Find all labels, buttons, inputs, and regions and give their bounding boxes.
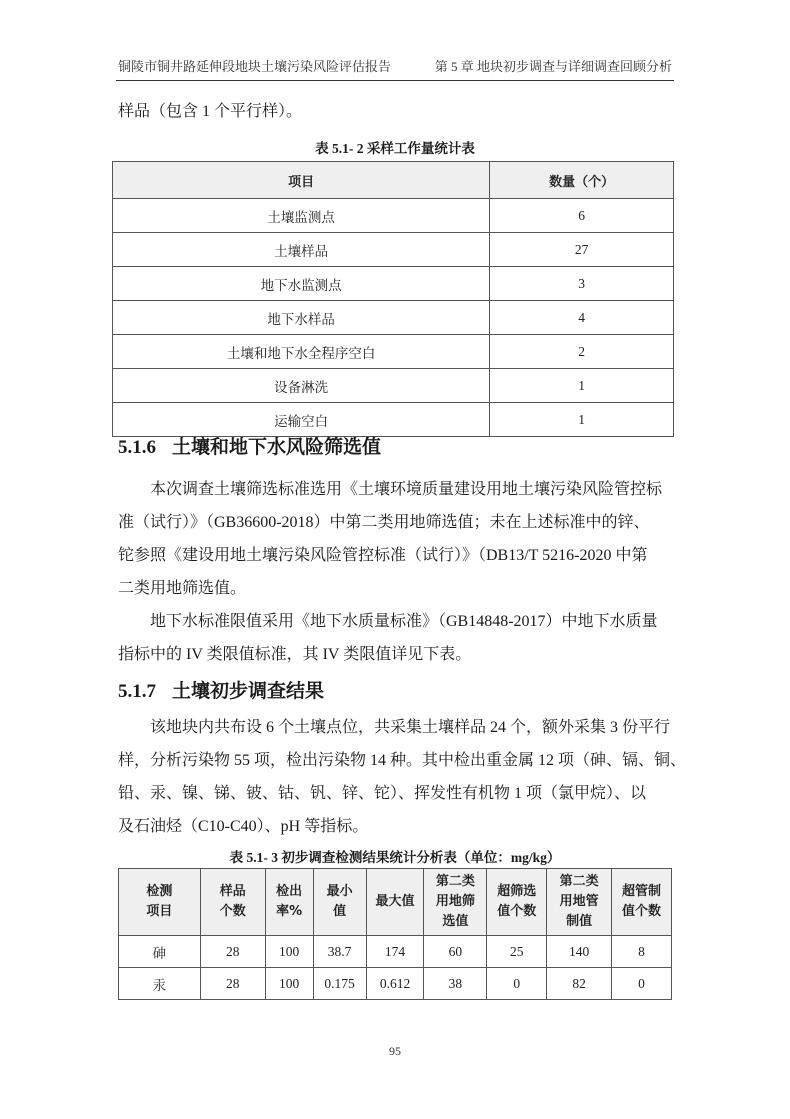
item-cell: 设备淋洗 (113, 369, 490, 403)
running-header-title: 铜陵市铜井路延伸段地块土壤污染风险评估报告 (118, 59, 392, 74)
table-row (119, 936, 672, 968)
section-heading-5-1-7 (118, 676, 324, 703)
item-cell: 土壤样品 (113, 233, 490, 267)
element-cell: 砷 (119, 936, 201, 968)
header-cell: 数量（个） (490, 162, 674, 199)
item-cell: 地下水监测点 (113, 267, 490, 301)
paragraph-line: 及石油烃（C10-C40）、pH 等指标。 (118, 818, 369, 835)
item-cell: 地下水样品 (113, 301, 490, 335)
header-cell (424, 869, 487, 936)
value-cell: 0 (612, 968, 672, 1000)
count-cell: 2 (490, 335, 674, 369)
table-header-row (119, 869, 672, 936)
paragraph-line: 该地块内共布设 6 个土壤点位，共采集土壤样品 24 个，额外采集 3 份平行 (150, 719, 671, 736)
sampling-workload-table (112, 161, 674, 437)
header-cell-line: 个数 (219, 904, 246, 919)
table-row (119, 968, 672, 1000)
value-cell: 25 (487, 936, 547, 968)
header-cell-line: 用地管 (559, 894, 599, 909)
value-cell: 100 (265, 968, 313, 1000)
value-cell: 8 (612, 936, 672, 968)
running-header-chapter: 第 5 章 地块初步调查与详细调查回顾分析 (434, 59, 672, 74)
header-cell-line: 率% (276, 904, 303, 919)
value-cell: 174 (366, 936, 424, 968)
section-number: 5.1.7 (118, 681, 156, 702)
header-cell (265, 869, 313, 936)
paragraph-line: 指标中的 IV 类限值标准，其 IV 类限值详见下表。 (118, 646, 472, 663)
paragraph-line: 准（试行）》（GB36600-2018）中第二类用地筛选值；未在上述标准中的锌、 (118, 514, 650, 531)
page-number: 95 (389, 1044, 401, 1058)
header-cell-line: 项目 (146, 904, 173, 919)
header-cell-line: 最小 (326, 884, 353, 899)
header-cell-line: 值 (333, 904, 347, 919)
count-cell: 27 (490, 233, 674, 267)
value-cell: 60 (424, 936, 487, 968)
header-cell (547, 869, 612, 936)
header-cell-line: 检出 (276, 884, 303, 899)
table-header-row (113, 162, 674, 199)
value-cell: 38 (424, 968, 487, 1000)
value-cell: 0.612 (366, 968, 424, 1000)
header-cell-line: 选值 (442, 914, 469, 929)
header-cell: 项目 (113, 162, 490, 199)
paragraph-line: 本次调查土壤筛选标准选用《土壤环境质量建设用地土壤污染风险管控标 (150, 481, 663, 498)
header-cell-line: 第二类 (435, 874, 475, 889)
header-cell-line: 超筛选 (497, 884, 537, 899)
item-cell: 运输空白 (113, 403, 490, 437)
value-cell: 140 (547, 936, 612, 968)
header-cell (119, 869, 201, 936)
header-cell-line: 值个数 (622, 904, 662, 919)
header-cell-line: 超管制 (622, 884, 662, 899)
header-rule (116, 80, 674, 81)
count-cell: 3 (490, 267, 674, 301)
table-row (113, 233, 674, 267)
count-cell: 1 (490, 403, 674, 437)
table-row (113, 369, 674, 403)
section-number: 5.1.6 (118, 437, 156, 458)
count-cell: 6 (490, 199, 674, 233)
item-cell: 土壤监测点 (113, 199, 490, 233)
value-cell: 28 (200, 936, 265, 968)
table-row (113, 199, 674, 233)
header-cell-line: 样品 (219, 884, 246, 899)
intro-line: 样品（包含 1 个平行样）。 (118, 103, 303, 120)
header-cell (200, 869, 265, 936)
value-cell: 0.175 (313, 968, 366, 1000)
header-cell-line: 检测 (146, 884, 173, 899)
header-cell-line: 制值 (566, 914, 593, 929)
initial-survey-results-table (118, 868, 672, 1000)
value-cell: 0 (487, 968, 547, 1000)
element-cell: 汞 (119, 968, 201, 1000)
value-cell: 82 (547, 968, 612, 1000)
header-cell-line: 用地筛 (435, 894, 475, 909)
section-title: 土壤初步调查结果 (172, 680, 325, 702)
value-cell: 28 (200, 968, 265, 1000)
paragraph-line: 二类用地筛选值。 (118, 580, 247, 597)
table-row (113, 301, 674, 335)
paragraph-line: 铊参照《建设用地土壤污染风险管控标准（试行）》（DB13/T 5216-2020 中第 (118, 547, 648, 564)
section-title: 土壤和地下水风险筛选值 (172, 436, 382, 458)
table-row (113, 267, 674, 301)
table2-caption: 表 5.1- 3 初步调查检测结果统计分析表（单位：mg/kg） (229, 850, 561, 865)
count-cell: 1 (490, 369, 674, 403)
count-cell: 4 (490, 301, 674, 335)
paragraph-line: 样，分析污染物 55 项，检出污染物 14 种。其中检出重金属 12 项（砷、镉、铜、 (118, 752, 687, 769)
header-cell-line: 第二类 (559, 874, 599, 889)
value-cell: 100 (265, 936, 313, 968)
header-cell-line: 最大值 (375, 894, 415, 909)
paragraph-line: 地下水标准限值采用《地下水质量标准》（GB14848-2017）中地下水质量 (150, 613, 658, 630)
value-cell: 38.7 (313, 936, 366, 968)
header-cell (366, 869, 424, 936)
section-heading-5-1-6 (118, 432, 381, 459)
table-row (113, 335, 674, 369)
paragraph-line: 铅、汞、镍、锑、铍、钴、钒、锌、铊）、挥发性有机物 1 项（氯甲烷）、以 (118, 785, 647, 802)
header-cell (487, 869, 547, 936)
header-cell (313, 869, 366, 936)
item-cell: 土壤和地下水全程序空白 (113, 335, 490, 369)
header-cell (612, 869, 672, 936)
table1-caption: 表 5.1- 2 采样工作量统计表 (315, 141, 475, 156)
header-cell-line: 值个数 (497, 904, 537, 919)
